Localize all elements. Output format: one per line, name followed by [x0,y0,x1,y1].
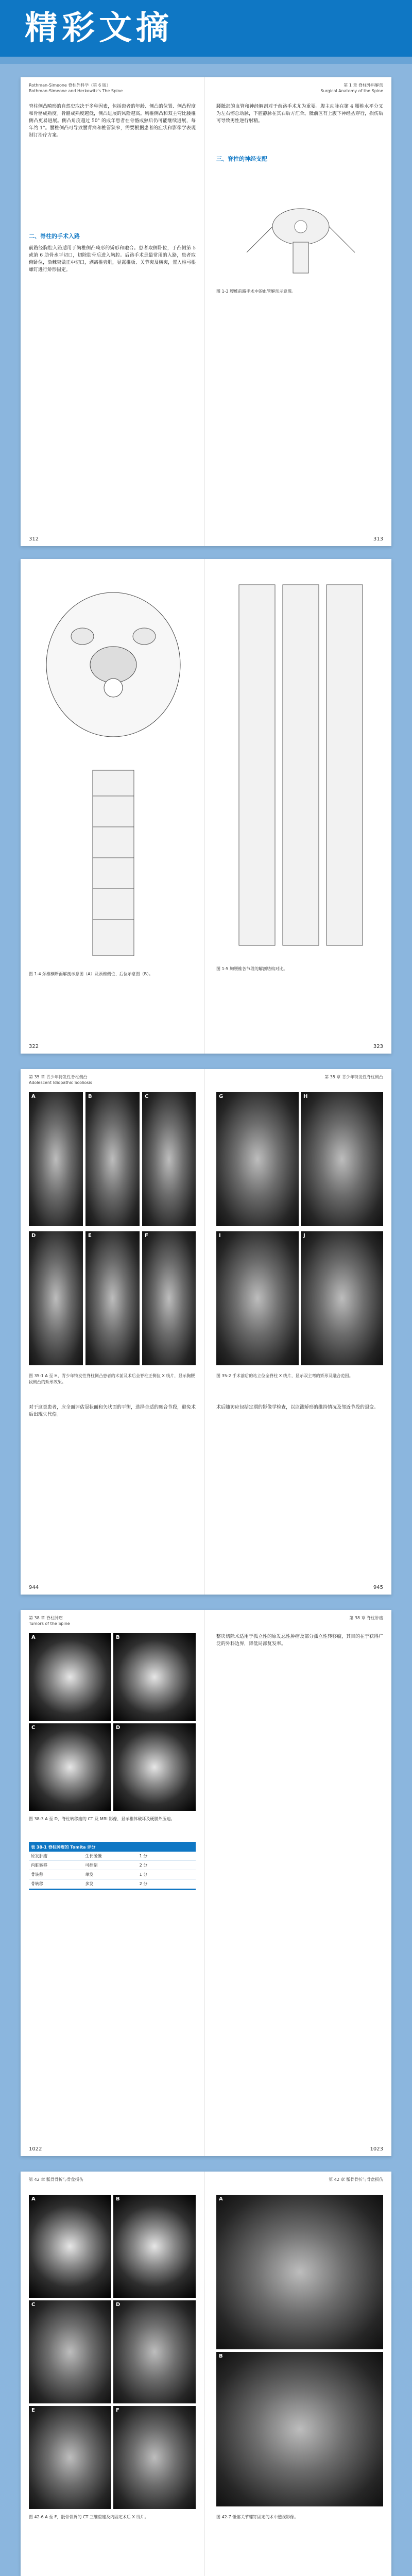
spread-3 [21,1069,391,1595]
section-heading: 三、脊柱的神经支配 [216,156,267,162]
xray-image: A [29,1092,83,1226]
spread-5 [21,2172,391,2576]
page-1070 [21,2172,204,2576]
running-head: 第 38 章 脊柱肿瘤 Tumors of the Spine [29,1616,70,1626]
page-number: 313 [373,536,383,542]
spine-segments-diagram [224,580,378,951]
banner [0,0,412,57]
vertebra-diagram [239,180,363,283]
page-number: 1023 [370,2146,383,2152]
running-head: 第 35 章 青少年特发性脊柱侧凸 [324,1075,383,1079]
xray-image: F [142,1231,196,1365]
ct-image: B [113,2195,196,2298]
page-322 [21,559,204,1054]
body-text: 术后随访应包括定期的影像学检查，以监测矫形的维持情况及邻近节段的退变。 [216,1405,379,1410]
running-head: 第 35 章 青少年特发性脊柱侧凸 Adolescent Idiopathic Scoliosis [29,1075,92,1085]
body-text: 整块切除术适用于孤立性的原发恶性肿瘤及部分孤立性转移瘤，其目的在于获得广泛的外科边界，降低局部复发率。 [216,1634,384,1647]
ct-image: A [29,1633,111,1721]
running-head: 第 38 章 脊柱肿瘤 [349,1616,383,1620]
page-323 [208,559,391,1054]
xray-image: E [29,2406,111,2509]
page-312 [21,77,204,546]
banner-title: 精彩文摘 [25,9,173,47]
xray-image: D [113,2300,196,2403]
spread-2 [21,559,391,1054]
xray-image: A [216,2195,383,2349]
cervical-spine-side-diagram [36,765,191,961]
page-944 [21,1069,204,1595]
running-head: 第 42 章 骶骨骨折与骨盆损伤 [29,2177,83,2182]
banner-underline [0,57,412,64]
page-1071 [208,2172,391,2576]
xray-image: C [142,1092,196,1226]
page-number: 323 [373,1044,383,1049]
page-313 [208,77,391,546]
ct-image: B [113,1633,196,1721]
figure-caption: 图 1-4 颈椎横断面解剖示意图（A）及颈椎侧位、后位示意图（B）。 [29,972,153,976]
body-text: 脊柱侧凸畸形的自然史取决于多种因素，包括患者的年龄、侧凸的位置、侧凸程度和骨骼成熟度。骨骼成熟度越低，侧凸进展的风险越高。胸椎侧凸和双主弯比腰椎侧凸更易进展。侧凸角度超过 50° 的成年患者在骨骼成熟后仍可能继续进展，每年约 1°。腰椎侧凸可导致腰背痛和椎管狭窄，需要根据患者的症状和影像学表现制订治疗方案。 [29,104,196,138]
table-title: 表 38-1 脊柱肿瘤的 Tomita 评分 [29,1843,196,1852]
figure-caption: 图 42-7 骶髂关节螺钉固定的术中透视影像。 [216,2515,299,2519]
running-head: 第 1 章 脊柱外科解剖 Surgical Anatomy of the Spine [320,83,383,93]
xray-image: F [113,2406,196,2509]
running-head: Rothman-Simeone 脊柱外科学（第 6 版） Rothman-Simeone and Herkowitz's The Spine [29,83,123,93]
cervical-cross-section-diagram [36,580,191,750]
spread-4 [21,1610,391,2156]
xray-image: E [85,1231,140,1365]
running-head: 第 42 章 骶骨骨折与骨盆损伤 [329,2177,383,2182]
ct-image: D [113,1723,196,1811]
data-table [29,1842,196,1890]
figure-caption: 图 38-3 A 至 D，脊柱转移瘤的 CT 及 MRI 影像，显示椎体破坏及硬膜外压迫。 [29,1817,175,1821]
page-number: 944 [29,1585,39,1590]
page-1022 [21,1610,204,2156]
page-number: 1022 [29,2146,42,2152]
xray-image: I [216,1231,299,1365]
figure-caption: 图 35-2 手术前后的站立位全脊柱 X 线片，显示双主弯的矫形及融合范围。 [216,1374,353,1378]
table-row: 骨转移 单发 1 分 [29,1870,196,1879]
page-number: 312 [29,536,39,542]
table-row: 原发肿瘤 生长缓慢 1 分 [29,1852,196,1861]
figure-caption: 图 35-1 A 至 H，青少年特发性脊柱侧凸患者的术前及术后全脊柱正侧位 X 线片，显示胸腰段侧凸的矫形效果。 [29,1374,195,1384]
spread-1 [21,77,391,546]
xray-image: J [301,1231,383,1365]
page-number: 945 [373,1585,383,1590]
body-text: 腰骶部的血管和神经解剖对于前路手术尤为重要。腹主动脉在第 4 腰椎水平分叉为左右髂总动脉，下腔静脉在其右后方汇合。骶前区有上腹下神经丛穿行，损伤后可导致男性逆行射精。 [216,104,384,124]
body-text: 前路经胸腔入路适用于胸椎侧凸畸形的矫形和融合。患者取侧卧位，于凸侧第 5 或第 6 肋骨水平切口，切除肋骨后进入胸腔。后路手术是最常用的入路，患者取俯卧位，沿棘突做正中切口，剥离椎旁肌，显露椎板、关节突及横突，置入椎弓根螺钉进行矫形固定。 [29,246,196,273]
xray-image: D [29,1231,83,1365]
xray-image: G [216,1092,299,1226]
figure-caption: 图 1-3 腰椎前路手术中的血管解剖示意图。 [216,289,296,294]
ct-image: C [29,1723,111,1811]
figure-caption: 图 1-5 胸腰椎各节段的解剖结构对比。 [216,967,288,971]
table-row: 骨转移 多发 2 分 [29,1879,196,1889]
xray-image: H [301,1092,383,1226]
section-heading: 二、脊柱的手术入路 [29,233,80,240]
table-row: 内脏转移 可控制 2 分 [29,1861,196,1870]
page-number: 322 [29,1044,39,1049]
xray-image: B [85,1092,140,1226]
body-text: 对于这类患者，应全面评估冠状面和矢状面的平衡，选择合适的融合节段，避免术后出现失代偿。 [29,1405,196,1417]
figure-caption: 图 42-6 A 至 F，骶骨骨折的 CT 三维重建及内固定术后 X 线片。 [29,2515,149,2519]
xray-image: C [29,2300,111,2403]
xray-image: B [216,2352,383,2506]
page-945 [208,1069,391,1595]
ct-image: A [29,2195,111,2298]
page-1023 [208,1610,391,2156]
